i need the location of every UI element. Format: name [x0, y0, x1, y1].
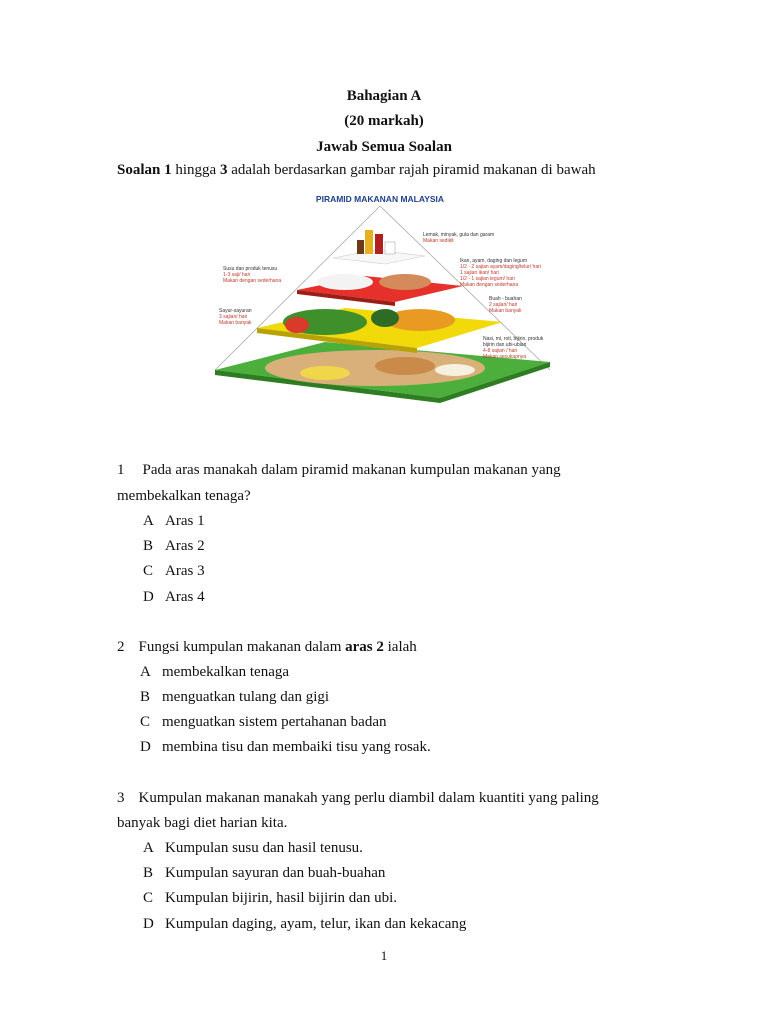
- q2-option-a-letter: A: [140, 664, 151, 680]
- q3-option-b[interactable]: [143, 865, 385, 882]
- label-top-right-1: Makan sedikit: [423, 238, 454, 244]
- intro-mid: hingga: [171, 162, 220, 178]
- label-l2-left-1: 3 sajian/ hari: [219, 314, 248, 320]
- q1-option-b-letter: B: [143, 538, 154, 554]
- q3-option-c[interactable]: [143, 890, 397, 907]
- label-top-right-0: Lemak, minyak, gula dan garam: [423, 232, 495, 238]
- q1-option-d-text: Aras 4: [165, 589, 205, 605]
- section-title: Bahagian A: [346, 88, 422, 104]
- question-3: [117, 790, 599, 807]
- page-number: 1: [380, 948, 388, 963]
- label-l2-left-2: Makan banyak: [219, 320, 252, 326]
- q1-option-d-letter: D: [143, 589, 154, 605]
- question-3-number: 3: [117, 790, 125, 806]
- question-2-text-pre: Fungsi kumpulan makanan dalam: [138, 639, 346, 655]
- q3-option-c-text: Kumpulan bijirin, hasil bijirin dan ubi.: [165, 890, 398, 906]
- q3-option-a-text: Kumpulan susu dan hasil tenusu.: [165, 840, 363, 856]
- q1-option-c[interactable]: [143, 563, 205, 580]
- question-3-text-line2: banyak bagi diet harian kita.: [117, 815, 288, 831]
- intro-bold-1: Soalan 1: [117, 162, 172, 178]
- q2-option-d-letter: D: [140, 739, 151, 755]
- question-1-text-line1: Pada aras manakah dalam piramid makanan kumpulan makanan yang: [142, 462, 561, 478]
- q3-option-a-letter: A: [143, 840, 154, 856]
- label-l1-right-3: Makan secukupnya: [483, 354, 527, 360]
- label-l1-right-0: Nasi, mi, roti, bijirin, produk: [483, 336, 544, 342]
- question-2-number: 2: [117, 639, 125, 655]
- q2-option-c-letter: C: [140, 714, 151, 730]
- question-3-text-line1: Kumpulan makanan manakah yang perlu diambil dalam kuantiti yang paling: [138, 790, 599, 806]
- instruction-heading: Jawab Semua Soalan: [316, 139, 452, 155]
- label-l2-right-1: 2 sajian/ hari: [489, 302, 518, 308]
- q2-option-c[interactable]: [140, 714, 387, 731]
- intro-text: [117, 162, 596, 179]
- q2-option-a-text: membekalkan tenaga: [162, 664, 290, 680]
- q3-option-d-text: Kumpulan daging, ayam, telur, ikan dan kekacang: [165, 916, 467, 932]
- question-2-text-post: ialah: [383, 639, 417, 655]
- label-l2-left-0: Sayur-sayuran: [219, 308, 252, 314]
- label-l3-right-4: Makan dengan sederhana: [460, 282, 519, 288]
- label-l3-right-0: Ikan, ayam, daging dan legum: [460, 258, 527, 264]
- label-l3-left-0: Susu dan produk tenusu: [223, 266, 278, 272]
- q1-option-a[interactable]: [143, 513, 205, 530]
- q2-option-b-text: menguatkan tulang dan gigi: [162, 689, 330, 705]
- question-2-text-bold: aras 2: [345, 639, 384, 655]
- q2-option-c-text: menguatkan sistem pertahanan badan: [162, 714, 387, 730]
- label-l3-left-1: 1-3 saji/ hari: [223, 272, 251, 278]
- question-1-number: 1: [117, 462, 125, 478]
- q3-option-c-letter: C: [143, 890, 154, 906]
- q2-option-d[interactable]: [140, 739, 431, 756]
- food-pyramid-figure: [205, 190, 555, 430]
- marks-label: (20 markah): [344, 113, 424, 129]
- q2-option-b-letter: B: [140, 689, 151, 705]
- q1-option-c-letter: C: [143, 563, 154, 579]
- q1-option-a-text: Aras 1: [165, 513, 205, 529]
- label-l3-right-1: 1/2 - 2 sajian ayam/daging/telur/ hari: [460, 264, 541, 270]
- label-l1-right-2: 4-8 sajian / hari: [483, 348, 518, 354]
- label-l1-right-1: bijirin dan ubi-ubian: [483, 342, 527, 348]
- pyramid-title: PIRAMID MAKANAN MALAYSIA: [315, 194, 445, 204]
- q3-option-d-letter: D: [143, 916, 154, 932]
- intro-bold-2: 3: [219, 162, 228, 178]
- label-l2-right-0: Buah - buahan: [489, 296, 522, 302]
- label-l2-right-2: Makan banyak: [489, 308, 522, 314]
- question-1: [117, 462, 561, 479]
- question-1-text-line2: membekalkan tenaga?: [117, 488, 251, 504]
- q3-option-d[interactable]: [143, 916, 466, 933]
- q2-option-b[interactable]: [140, 689, 329, 706]
- q1-option-b[interactable]: [143, 538, 205, 555]
- q1-option-d[interactable]: [143, 589, 205, 606]
- label-l3-right-2: 1 sajian ikan/ hari: [460, 270, 499, 276]
- q3-option-a[interactable]: [143, 840, 363, 857]
- q1-option-b-text: Aras 2: [165, 538, 205, 554]
- q2-option-a[interactable]: [140, 664, 289, 681]
- q2-option-d-text: membina tisu dan membaiki tisu yang rosak.: [162, 739, 431, 755]
- q3-option-b-text: Kumpulan sayuran dan buah-buahan: [165, 865, 386, 881]
- q1-option-c-text: Aras 3: [165, 563, 205, 579]
- intro-rest: adalah berdasarkan gambar rajah piramid makanan di bawah: [227, 162, 596, 178]
- q3-option-b-letter: B: [143, 865, 154, 881]
- q1-option-a-letter: A: [143, 513, 154, 529]
- label-l3-left-2: Makan dengan sederhana: [223, 278, 282, 284]
- question-2: [117, 639, 417, 656]
- label-l3-right-3: 1/2 - 1 sajian legum/ hari: [460, 276, 515, 282]
